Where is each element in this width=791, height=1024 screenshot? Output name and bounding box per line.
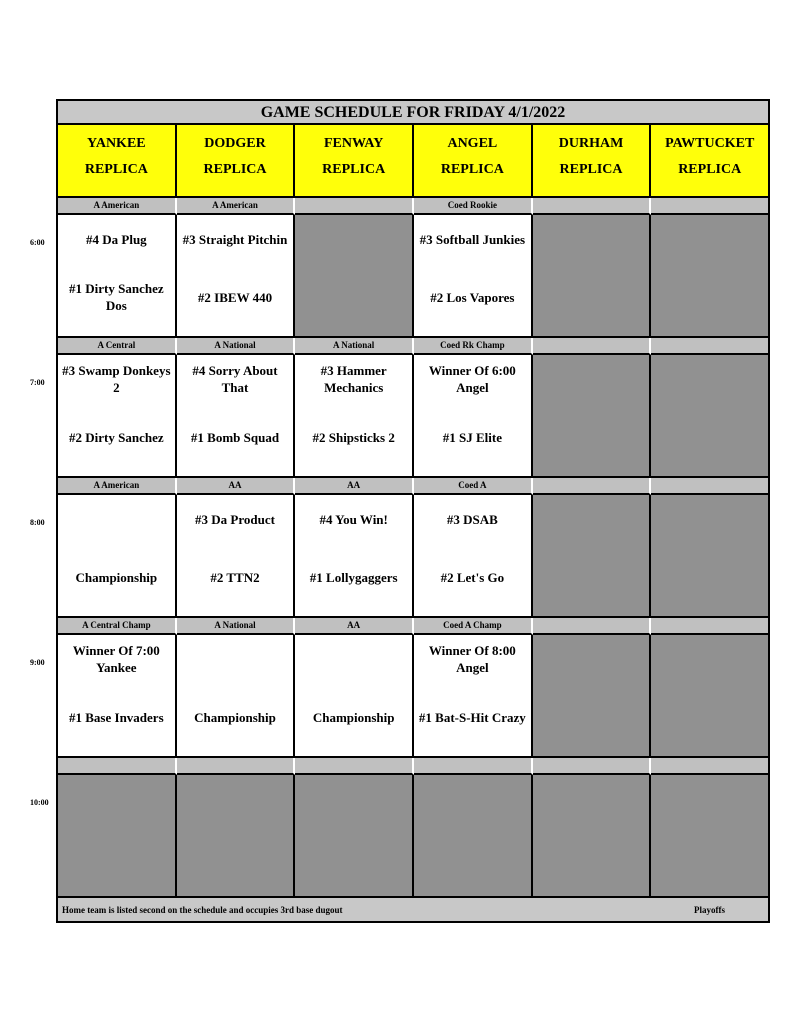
game-cell <box>177 635 296 758</box>
home-team: #2 Shipsticks 2 <box>312 429 395 445</box>
empty-slot <box>533 355 652 478</box>
division-label <box>414 758 533 775</box>
time-label: 8:00 <box>30 518 45 527</box>
empty-slot <box>651 775 768 898</box>
field-type: REPLICA <box>203 162 267 177</box>
field-header-dodger <box>177 125 296 198</box>
empty-slot <box>295 215 414 338</box>
field-name: DURHAM <box>558 136 624 151</box>
division-label <box>58 758 177 775</box>
division-row <box>58 478 768 495</box>
division-label: AA <box>295 478 414 495</box>
game-cell <box>414 215 533 338</box>
game-row <box>58 775 768 898</box>
division-label: Coed Rookie <box>414 198 533 215</box>
division-label <box>533 478 652 495</box>
visiting-team: #3 Hammer Mechanics <box>320 363 387 395</box>
home-team: #1 Bat-S-Hit Crazy <box>418 709 526 725</box>
visiting-team: Winner Of 6:00 Angel <box>428 363 516 395</box>
footer-note: Home team is listed second on the schedule and occupies 3rd base dugout <box>62 905 343 915</box>
time-label: 6:00 <box>30 238 45 247</box>
empty-slot <box>533 215 652 338</box>
game-row <box>58 215 768 338</box>
field-type: REPLICA <box>559 162 623 177</box>
home-team: #2 Dirty Sanchez <box>69 429 164 445</box>
division-label: A National <box>177 338 296 355</box>
game-row <box>58 355 768 478</box>
division-label <box>533 618 652 635</box>
visiting-team: #4 Sorry About That <box>192 363 278 395</box>
division-label <box>177 758 296 775</box>
empty-slot <box>533 635 652 758</box>
division-label <box>533 198 652 215</box>
home-team: #2 Let's Go <box>440 569 505 585</box>
visiting-team <box>62 499 171 539</box>
empty-slot <box>651 215 768 338</box>
time-label: 9:00 <box>30 658 45 667</box>
field-header-yankee <box>58 125 177 198</box>
field-header-durham <box>533 125 652 198</box>
field-header-pawtucket <box>651 125 768 198</box>
division-label: A Central Champ <box>58 618 177 635</box>
home-team: Championship <box>194 709 276 725</box>
division-label <box>651 618 768 635</box>
field-type: REPLICA <box>678 162 742 177</box>
division-label <box>295 758 414 775</box>
field-type: REPLICA <box>322 162 386 177</box>
division-label <box>533 758 652 775</box>
home-team: #2 Los Vapores <box>430 289 515 305</box>
field-type: REPLICA <box>84 162 148 177</box>
home-team: #2 IBEW 440 <box>197 289 273 305</box>
game-cell <box>177 495 296 618</box>
field-name: YANKEE <box>87 136 146 151</box>
schedule-footer <box>58 899 768 921</box>
division-label: AA <box>177 478 296 495</box>
field-name: FENWAY <box>323 136 384 151</box>
home-team: #1 Dirty Sanchez Dos <box>69 281 164 313</box>
game-schedule <box>56 99 770 923</box>
division-row <box>58 338 768 355</box>
division-label: A American <box>177 198 296 215</box>
division-label: Coed A Champ <box>414 618 533 635</box>
field-name: PAWTUCKET <box>665 136 755 151</box>
empty-slot <box>651 635 768 758</box>
game-cell <box>58 355 177 478</box>
visiting-team <box>181 639 290 679</box>
empty-slot <box>533 495 652 618</box>
division-label <box>295 198 414 215</box>
schedule-title: GAME SCHEDULE FOR FRIDAY 4/1/2022 <box>58 101 768 125</box>
field-header-fenway <box>295 125 414 198</box>
field-name: ANGEL <box>447 136 498 151</box>
visiting-team: #4 You Win! <box>319 511 388 527</box>
division-label: AA <box>295 618 414 635</box>
time-column <box>0 0 56 1024</box>
empty-slot <box>651 355 768 478</box>
time-label: 7:00 <box>30 378 45 387</box>
field-header-row <box>58 125 768 198</box>
division-label <box>533 338 652 355</box>
home-team: #1 Lollygaggers <box>309 569 398 585</box>
empty-slot <box>651 495 768 618</box>
home-team: Championship <box>312 709 395 725</box>
home-team: Championship <box>75 569 158 585</box>
visiting-team: Winner Of 7:00 Yankee <box>72 643 160 675</box>
game-cell <box>58 215 177 338</box>
empty-slot <box>295 775 414 898</box>
game-cell <box>295 635 414 758</box>
game-row <box>58 495 768 618</box>
game-cell <box>414 635 533 758</box>
field-header-angel <box>414 125 533 198</box>
division-row <box>58 198 768 215</box>
empty-slot <box>414 775 533 898</box>
game-cell <box>414 355 533 478</box>
visiting-team: #3 Da Product <box>195 511 275 527</box>
visiting-team: #3 Softball Junkies <box>419 231 526 247</box>
field-type: REPLICA <box>440 162 504 177</box>
home-team: #1 Base Invaders <box>69 709 164 725</box>
game-cell <box>295 355 414 478</box>
game-cell <box>414 495 533 618</box>
division-row <box>58 758 768 775</box>
visiting-team: #4 Da Plug <box>86 231 147 247</box>
game-cell <box>58 635 177 758</box>
division-row <box>58 618 768 635</box>
division-label <box>651 758 768 775</box>
division-label: A National <box>295 338 414 355</box>
division-label: A American <box>58 198 177 215</box>
time-label: 10:00 <box>30 798 49 807</box>
game-cell <box>295 495 414 618</box>
empty-slot <box>58 775 177 898</box>
division-label <box>651 338 768 355</box>
empty-slot <box>533 775 652 898</box>
visiting-team: Winner Of 8:00 Angel <box>428 643 516 675</box>
game-row <box>58 635 768 758</box>
division-label: Coed Rk Champ <box>414 338 533 355</box>
division-label: A Central <box>58 338 177 355</box>
game-cell <box>58 495 177 618</box>
home-team: #2 TTN2 <box>210 569 260 585</box>
division-label: A American <box>58 478 177 495</box>
game-cell <box>177 215 296 338</box>
visiting-team <box>299 639 408 679</box>
home-team: #1 Bomb Squad <box>190 429 280 445</box>
division-label <box>651 198 768 215</box>
field-name: DODGER <box>204 136 266 151</box>
empty-slot <box>177 775 296 898</box>
division-label: Coed A <box>414 478 533 495</box>
visiting-team: #3 DSAB <box>446 511 498 527</box>
division-label: A National <box>177 618 296 635</box>
game-cell <box>177 355 296 478</box>
visiting-team: #3 Swamp Donkeys 2 <box>62 363 171 395</box>
home-team: #1 SJ Elite <box>442 429 502 445</box>
footer-playoffs-label: Playoffs <box>694 905 725 915</box>
visiting-team: #3 Straight Pitchin <box>182 231 288 247</box>
division-label <box>651 478 768 495</box>
